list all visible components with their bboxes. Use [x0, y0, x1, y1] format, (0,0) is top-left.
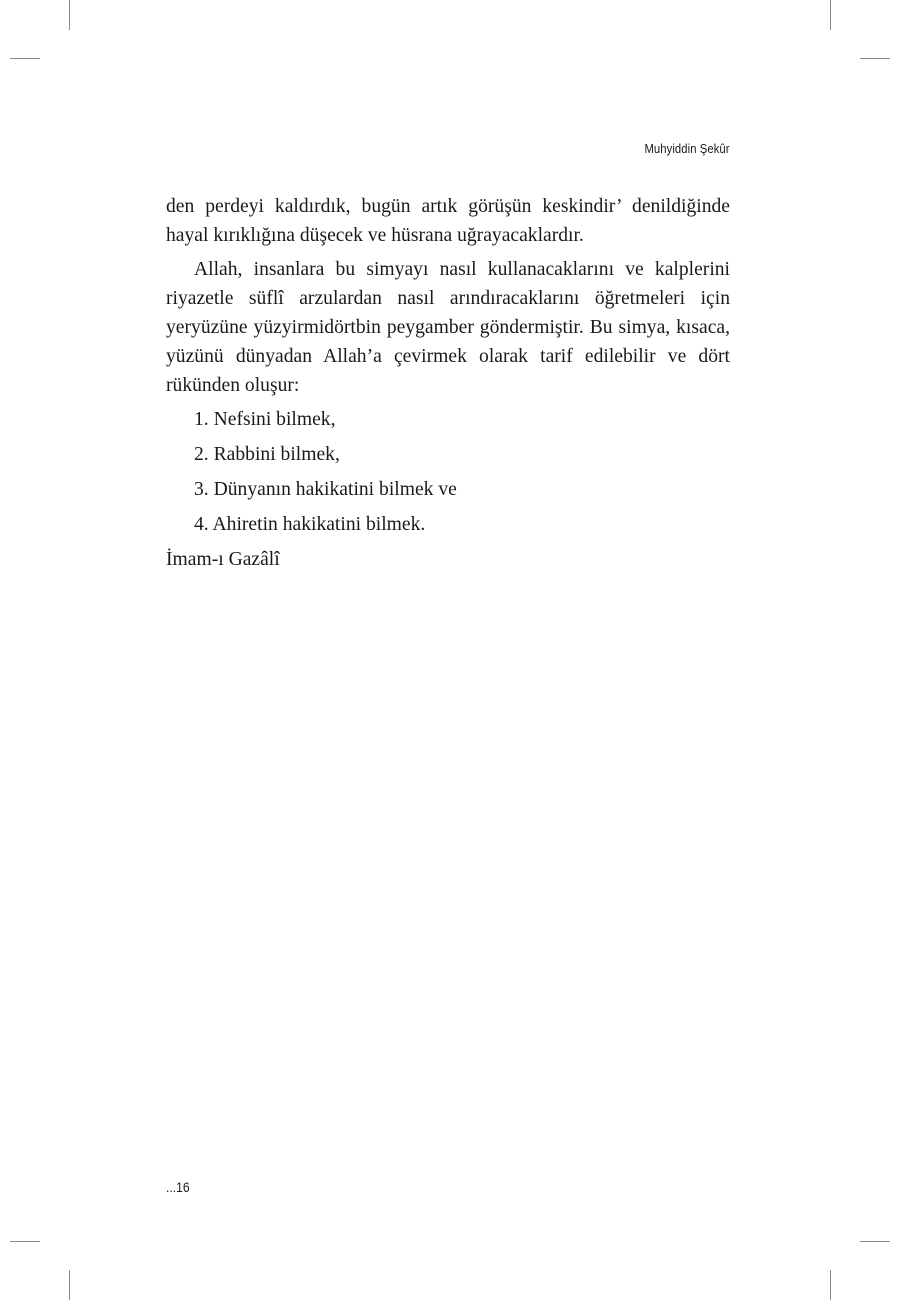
crop-mark-bottom-left — [69, 1270, 70, 1300]
paragraph: Allah, insanlara bu simyayı nasıl kullanacaklarını ve kalplerini riyazetle süflî arzulardan nasıl arındıracaklarını öğretmeleri için yeryüzüne yüzyirmidörtbin peygamber göndermiştir. Bu simya, kısaca, yüzünü dünyadan Allah’a çevirmek olarak tarif edilebilir ve dört rükünden oluşur: — [166, 259, 730, 396]
list-item: 1. Nefsini bilmek, — [194, 409, 336, 430]
attribution: İmam-ı Gazâlî — [166, 549, 280, 570]
crop-mark-bottom-right — [830, 1270, 831, 1300]
crop-mark-left-bottom — [10, 1241, 40, 1242]
paragraph-continuation: den perdeyi kaldırdık, bugün artık görüşün keskindir’ denildiğinde hayal kırıklığına düşecek ve hüsrana uğrayacaklardır. — [166, 196, 730, 246]
page-body — [166, 192, 730, 574]
crop-mark-right-top — [860, 58, 890, 59]
list-item: 2. Rabbini bilmek, — [194, 444, 340, 465]
crop-mark-top-left — [69, 0, 70, 30]
crop-mark-right-bottom — [860, 1241, 890, 1242]
running-head: Muhyiddin Şekûr — [644, 142, 730, 156]
numbered-list — [166, 405, 730, 539]
list-item: 4. Ahiretin hakikatini bilmek. — [194, 514, 426, 535]
list-item: 3. Dünyanın hakikatini bilmek ve — [194, 479, 457, 500]
crop-mark-left-top — [10, 58, 40, 59]
crop-mark-top-right — [830, 0, 831, 30]
page-number: ...16 — [166, 1180, 190, 1195]
